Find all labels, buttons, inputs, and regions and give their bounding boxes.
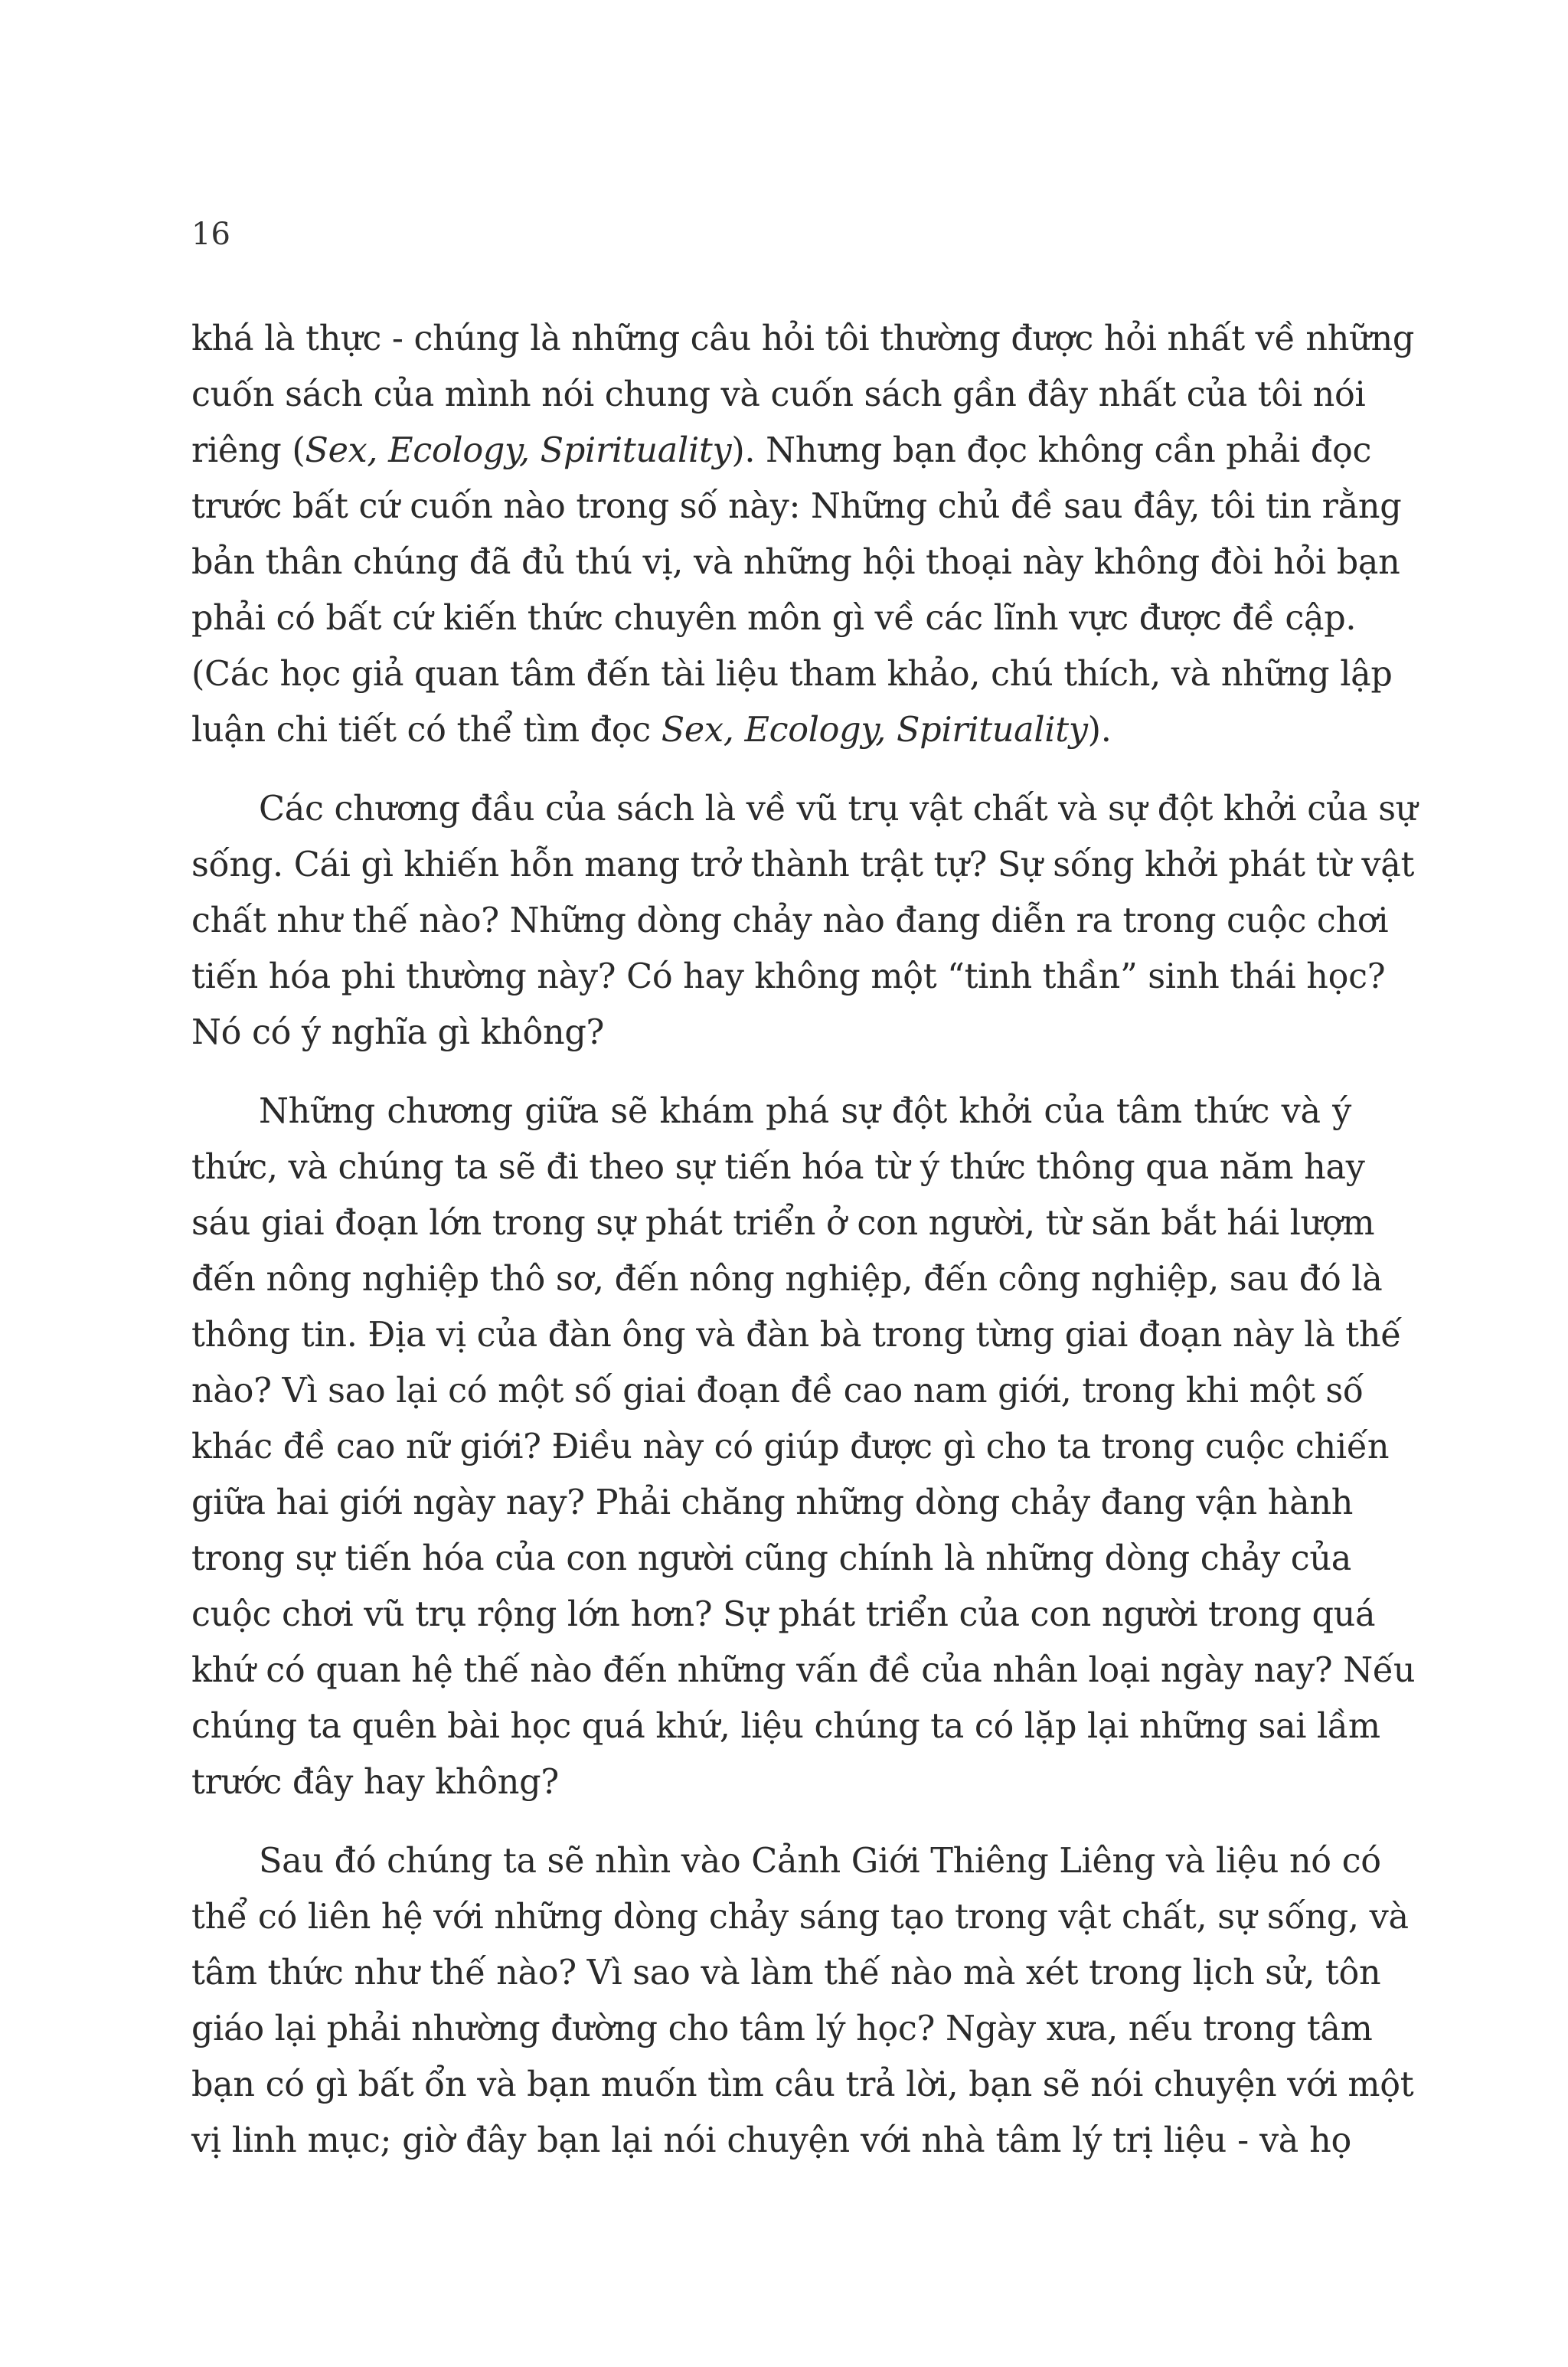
text-run: chất như thế nào? Những dòng chảy nào đang diễn ra trong cuộc chơi xyxy=(191,901,1389,940)
text-line xyxy=(191,367,1366,423)
text-line xyxy=(191,1754,1351,1810)
text-line xyxy=(191,1587,1376,1643)
text-line xyxy=(191,1084,1351,1139)
text-line xyxy=(191,1643,1416,1698)
text-run: Các chương đầu của sách là về vũ trụ vật chất và sự đột khởi của sự xyxy=(259,790,1418,829)
text-line xyxy=(191,1419,1390,1475)
text-line xyxy=(191,2113,1351,2169)
text-line xyxy=(191,1307,1402,1363)
text-run: Những chương giữa sẽ khám phá sự đột khởi của tâm thức và ý xyxy=(259,1092,1351,1131)
text-line xyxy=(191,590,1357,646)
paragraph xyxy=(191,781,1418,1061)
book-title-italic: Sex, Ecology, Spirituality xyxy=(305,431,732,470)
text-run: tâm thức như thế nào? Vì sao và làm thế nào mà xét trong lịch sử, tôn xyxy=(191,1953,1381,1993)
text-line xyxy=(191,535,1400,590)
text-run: đến nông nghiệp thô sơ, đến nông nghiệp, đến công nghiệp, sau đó là xyxy=(191,1260,1383,1299)
text-run: phải có bất cứ kiến thức chuyên môn gì về các lĩnh vực được đề cập. xyxy=(191,599,1357,638)
text-run: Sau đó chúng ta sẽ nhìn vào Cảnh Giới Thiêng Liêng và liệu nó có xyxy=(259,1842,1381,1881)
text-run: nào? Vì sao lại có một số giai đoạn đề cao nam giới, trong khi một số xyxy=(191,1371,1364,1411)
text-line xyxy=(191,1833,1381,1889)
text-run: trong sự tiến hóa của con người cũng chính là những dòng chảy của xyxy=(191,1539,1351,1578)
text-run: chúng ta quên bài học quá khứ, liệu chúng ta có lặp lại những sai lầm xyxy=(191,1707,1380,1746)
text-run: (Các học giả quan tâm đến tài liệu tham khảo, chú thích, và những lập xyxy=(191,655,1393,694)
text-line xyxy=(191,479,1402,535)
text-run: Nó có ý nghĩa gì không? xyxy=(191,1013,605,1052)
text-run: trước bất cứ cuốn nào trong số này: Những chủ đề sau đây, tôi tin rằng xyxy=(191,487,1402,526)
text-line xyxy=(191,311,1415,367)
text-line xyxy=(191,646,1393,702)
text-line xyxy=(191,1945,1381,2001)
text-line xyxy=(191,837,1415,893)
text-line xyxy=(191,702,1351,758)
text-line xyxy=(191,1139,1365,1195)
text-run: sáu giai đoạn lớn trong sự phát triển ở con người, từ săn bắt hái lượm xyxy=(191,1204,1375,1243)
text-run: khứ có quan hệ thế nào đến những vấn đề của nhân loại ngày nay? Nếu xyxy=(191,1651,1416,1690)
text-run: giáo lại phải nhường đường cho tâm lý học? Ngày xưa, nếu trong tâm xyxy=(191,2009,1373,2048)
paragraph xyxy=(191,1084,1416,1810)
text-line xyxy=(191,1363,1364,1419)
text-line xyxy=(191,949,1386,1005)
text-line xyxy=(191,1889,1409,1945)
text-run: ). xyxy=(1087,711,1112,750)
text-line xyxy=(191,1531,1351,1587)
text-run: sống. Cái gì khiến hỗn mang trở thành trật tự? Sự sống khởi phát từ vật xyxy=(191,845,1415,884)
text-run: tiến hóa phi thường này? Có hay không một “tinh thần” sinh thái học? xyxy=(191,957,1386,996)
text-run: ). Nhưng bạn đọc không cần phải đọc xyxy=(731,431,1372,470)
text-run: bản thân chúng đã đủ thú vị, và những hội thoại này không đòi hỏi bạn xyxy=(191,543,1400,582)
text-run: riêng ( xyxy=(191,431,305,470)
text-run: luận chi tiết có thể tìm đọc xyxy=(191,711,662,750)
text-line xyxy=(191,1251,1383,1307)
text-line xyxy=(191,423,1372,479)
text-run: cuộc chơi vũ trụ rộng lớn hơn? Sự phát triển của con người trong quá xyxy=(191,1595,1376,1634)
text-line xyxy=(191,1475,1354,1531)
text-run: thức, và chúng ta sẽ đi theo sự tiến hóa từ ý thức thông qua năm hay xyxy=(191,1148,1365,1187)
text-line xyxy=(191,1005,1351,1061)
text-run: khác đề cao nữ giới? Điều này có giúp được gì cho ta trong cuộc chiến xyxy=(191,1427,1390,1466)
text-run: khá là thực - chúng là những câu hỏi tôi thường được hỏi nhất về những xyxy=(191,319,1415,358)
text-line xyxy=(191,1698,1380,1754)
text-run: trước đây hay không? xyxy=(191,1763,559,1802)
text-run: thông tin. Địa vị của đàn ông và đàn bà trong từng giai đoạn này là thế xyxy=(191,1316,1402,1355)
paragraph xyxy=(191,1833,1414,2169)
book-title-italic: Sex, Ecology, Spirituality xyxy=(661,711,1088,750)
text-line xyxy=(191,1195,1375,1251)
text-line xyxy=(191,893,1389,949)
text-line xyxy=(191,781,1418,837)
text-run: vị linh mục; giờ đây bạn lại nói chuyện với nhà tâm lý trị liệu - và họ xyxy=(191,2121,1351,2160)
text-run: thể có liên hệ với những dòng chảy sáng tạo trong vật chất, sự sống, và xyxy=(191,1898,1409,1937)
text-run: giữa hai giới ngày nay? Phải chăng những dòng chảy đang vận hành xyxy=(191,1483,1354,1522)
page-number: 16 xyxy=(191,217,230,252)
body-text xyxy=(191,311,1418,2192)
text-run: bạn có gì bất ổn và bạn muốn tìm câu trả lời, bạn sẽ nói chuyện với một xyxy=(191,2065,1414,2104)
text-line xyxy=(191,2001,1373,2057)
paragraph xyxy=(191,311,1415,758)
text-run: cuốn sách của mình nói chung và cuốn sách gần đây nhất của tôi nói xyxy=(191,375,1366,414)
text-line xyxy=(191,2057,1414,2113)
